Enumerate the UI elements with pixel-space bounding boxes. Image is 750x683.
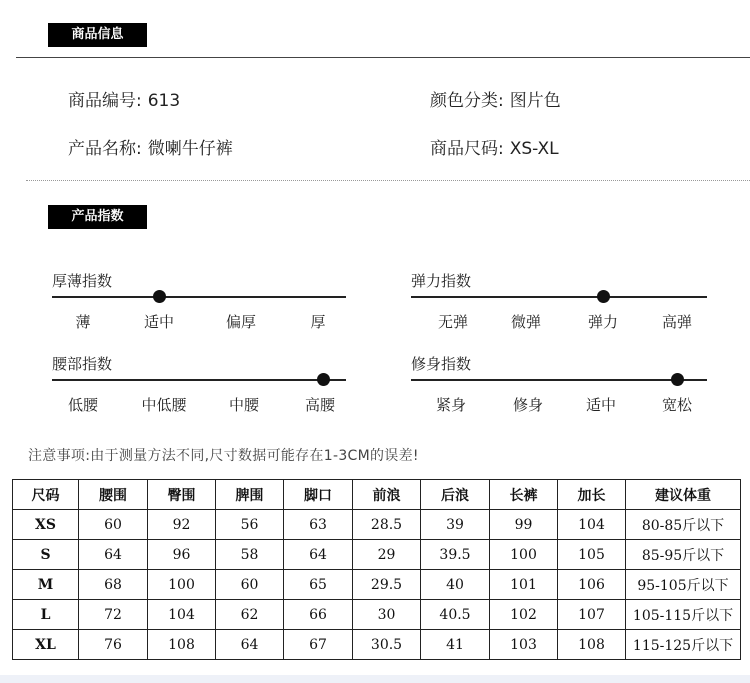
scale-bar bbox=[411, 379, 707, 381]
header-cell: 脾围 bbox=[216, 480, 284, 510]
table-cell: 95-105斤以下 bbox=[626, 570, 741, 600]
scale-bar bbox=[52, 379, 346, 381]
product-name-value: 微喇牛仔裤 bbox=[147, 139, 233, 159]
table-cell: 41 bbox=[421, 630, 490, 660]
dotted-divider bbox=[26, 180, 750, 181]
table-cell: 115-125斤以下 bbox=[626, 630, 741, 660]
scale-marker bbox=[317, 373, 330, 386]
table-cell: XL bbox=[13, 630, 79, 660]
header-cell: 前浪 bbox=[353, 480, 421, 510]
scale-bar bbox=[52, 296, 346, 298]
table-row bbox=[13, 510, 741, 540]
table-cell: 100 bbox=[490, 540, 558, 570]
product-name bbox=[68, 134, 233, 159]
table-cell: 30 bbox=[353, 600, 421, 630]
scale-label: 低腰 bbox=[67, 396, 99, 414]
table-cell: 106 bbox=[558, 570, 626, 600]
scale-label: 适中 bbox=[585, 396, 617, 414]
scale-marker bbox=[153, 290, 166, 303]
table-cell: 40 bbox=[421, 570, 490, 600]
table-cell: 64 bbox=[216, 630, 284, 660]
scale-label: 修身 bbox=[512, 396, 544, 414]
scale-label: 适中 bbox=[143, 313, 175, 331]
table-cell: 28.5 bbox=[353, 510, 421, 540]
scale-label: 宽松 bbox=[661, 396, 693, 414]
table-cell: XS bbox=[13, 510, 79, 540]
table-cell: 104 bbox=[148, 600, 216, 630]
table-cell: 68 bbox=[79, 570, 148, 600]
section-divider bbox=[16, 57, 750, 58]
header-cell: 加长 bbox=[558, 480, 626, 510]
table-cell: 105 bbox=[558, 540, 626, 570]
table-cell: 39.5 bbox=[421, 540, 490, 570]
table-cell: 30.5 bbox=[353, 630, 421, 660]
table-cell: 103 bbox=[490, 630, 558, 660]
product-code-label: 商品编号: bbox=[68, 91, 142, 111]
scale-title: 弹力指数 bbox=[411, 272, 472, 290]
scale-label: 紧身 bbox=[435, 396, 467, 414]
table-row bbox=[13, 540, 741, 570]
table-cell: 108 bbox=[558, 630, 626, 660]
header-cell: 尺码 bbox=[13, 480, 79, 510]
scale-label: 偏厚 bbox=[225, 313, 257, 331]
table-cell: 40.5 bbox=[421, 600, 490, 630]
scale-label: 中低腰 bbox=[141, 396, 187, 414]
scale-label: 高弹 bbox=[661, 313, 693, 331]
table-cell: 63 bbox=[284, 510, 353, 540]
table-cell: M bbox=[13, 570, 79, 600]
color-category-label: 颜色分类: bbox=[430, 91, 504, 111]
table-cell: 56 bbox=[216, 510, 284, 540]
header-cell: 长裤 bbox=[490, 480, 558, 510]
slim-fit-scale bbox=[411, 353, 707, 423]
table-cell: 58 bbox=[216, 540, 284, 570]
table-cell: 100 bbox=[148, 570, 216, 600]
table-cell: 99 bbox=[490, 510, 558, 540]
scale-title: 修身指数 bbox=[411, 355, 472, 373]
scale-label: 厚 bbox=[310, 313, 326, 331]
scale-label: 微弹 bbox=[510, 313, 542, 331]
table-cell: 85-95斤以下 bbox=[626, 540, 741, 570]
section-title-product-index: 产品指数 bbox=[48, 205, 147, 229]
table-cell: 80-85斤以下 bbox=[626, 510, 741, 540]
header-cell: 臀围 bbox=[148, 480, 216, 510]
color-category-value: 图片色 bbox=[509, 91, 561, 111]
product-size-value: XS-XL bbox=[509, 139, 559, 159]
table-row bbox=[13, 570, 741, 600]
header-cell: 后浪 bbox=[421, 480, 490, 510]
header-cell: 腰围 bbox=[79, 480, 148, 510]
table-cell: 108 bbox=[148, 630, 216, 660]
table-cell: 105-115斤以下 bbox=[626, 600, 741, 630]
product-size-label: 商品尺码: bbox=[430, 139, 504, 159]
product-code bbox=[68, 86, 180, 111]
elasticity-scale bbox=[411, 270, 707, 340]
table-cell: 107 bbox=[558, 600, 626, 630]
product-code-value: 613 bbox=[147, 91, 181, 111]
header-cell: 脚口 bbox=[284, 480, 353, 510]
table-cell: 102 bbox=[490, 600, 558, 630]
scale-label: 无弹 bbox=[437, 313, 469, 331]
scale-marker bbox=[671, 373, 684, 386]
table-cell: 29.5 bbox=[353, 570, 421, 600]
thickness-scale bbox=[52, 270, 346, 340]
table-row bbox=[13, 600, 741, 630]
table-cell: 101 bbox=[490, 570, 558, 600]
scale-title: 厚薄指数 bbox=[52, 272, 113, 290]
scale-label: 高腰 bbox=[304, 396, 336, 414]
scale-label: 中腰 bbox=[228, 396, 260, 414]
table-cell: 39 bbox=[421, 510, 490, 540]
table-cell: 66 bbox=[284, 600, 353, 630]
table-cell: 96 bbox=[148, 540, 216, 570]
table-cell: 72 bbox=[79, 600, 148, 630]
color-category bbox=[430, 86, 561, 111]
table-cell: 92 bbox=[148, 510, 216, 540]
scale-bar bbox=[411, 296, 707, 298]
table-cell: L bbox=[13, 600, 79, 630]
bottom-strip bbox=[0, 675, 750, 683]
scale-label: 弹力 bbox=[587, 313, 619, 331]
table-cell: 65 bbox=[284, 570, 353, 600]
section-title-product-info: 商品信息 bbox=[48, 23, 147, 47]
table-cell: 60 bbox=[216, 570, 284, 600]
table-cell: 29 bbox=[353, 540, 421, 570]
scale-marker bbox=[597, 290, 610, 303]
product-size bbox=[430, 134, 559, 159]
table-cell: 104 bbox=[558, 510, 626, 540]
table-cell: 60 bbox=[79, 510, 148, 540]
table-cell: 64 bbox=[79, 540, 148, 570]
table-cell: 62 bbox=[216, 600, 284, 630]
size-table bbox=[12, 479, 741, 660]
scale-label: 薄 bbox=[75, 313, 91, 331]
table-header-row bbox=[13, 480, 741, 510]
scale-title: 腰部指数 bbox=[52, 355, 113, 373]
table-cell: 67 bbox=[284, 630, 353, 660]
table-cell: 76 bbox=[79, 630, 148, 660]
table-cell: S bbox=[13, 540, 79, 570]
table-row bbox=[13, 630, 741, 660]
measurement-note: 注意事项:由于测量方法不同,尺寸数据可能存在1-3CM的误差! bbox=[28, 448, 419, 464]
waist-scale bbox=[52, 353, 346, 423]
header-cell: 建议体重 bbox=[626, 480, 741, 510]
table-cell: 64 bbox=[284, 540, 353, 570]
product-name-label: 产品名称: bbox=[68, 139, 142, 159]
